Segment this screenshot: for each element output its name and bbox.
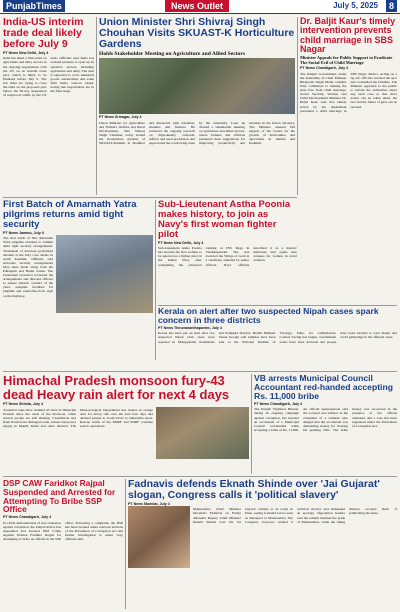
masthead bbox=[0, 0, 400, 14]
issue-date: July 5, 2025 bbox=[333, 1, 378, 10]
story-headline: Dr. Baljit Kaur's timely intervention prevents child marriage in SBS Nagar bbox=[300, 17, 396, 55]
story-byline: PT News New Delhi, July 4 bbox=[158, 240, 204, 245]
story-headline: DSP CAW Faridkot Rajpal Suspended and Arrested for Attempting To Bribe SSP Office bbox=[3, 479, 116, 515]
story-photo bbox=[156, 407, 249, 459]
story-fadnavis bbox=[128, 479, 397, 609]
story-body: The Punjab Government, under the leadership of Chief Minister Bhagwant Singh Mann, remains fully committed to making the state free from child marriage. Social Security, Women and Child Development Minister Dr. Baljit Kaur said that timely action by the department prevented a child marriage in SBS Nagar district. Acting on a tip-off, officials reached the spot and counselled the families. The Minister appealed to the public to inform the authorities about any such case so that strict action can be taken under the law and the future of girls can be secured. bbox=[300, 71, 397, 113]
story-byline: PT News Shimla, July 4 bbox=[3, 402, 43, 407]
story-byline: PT News Chandigarh, July 4 bbox=[300, 66, 349, 71]
story-byline: PT News Jammu, July 4 bbox=[3, 230, 44, 235]
story-dr-baljit bbox=[300, 17, 397, 229]
page-number: 8 bbox=[386, 0, 397, 12]
story-dsp bbox=[3, 479, 123, 609]
story-headline: Himachal Pradesh monsoon fury-43 dead Heavy rain alert for next 4 days bbox=[3, 374, 230, 402]
story-subhead: Minister Appeals for Public Support to Eradicate The Social Evil of Child Marriage bbox=[300, 54, 393, 65]
story-lt-astha bbox=[158, 200, 297, 303]
story-headline: Sub-Lieutenant Astha Poonia makes history, to join as Navy's first woman fighter pilot bbox=[158, 200, 291, 240]
story-byline: PT News Mumbai, July 4 bbox=[128, 502, 170, 507]
story-body: Sub-Lieutenant Astha Poonia has become the first woman to be selected as a fighter pilot in the Indian Navy after completing the advanced training at INS Dega in Visakhapatnam. She was awarded the Wings of Gold at a ceremony attended by senior officers. Navy officials described it as a historic milestone that opens new avenues for women in naval aviation. bbox=[158, 246, 297, 267]
story-headline: First Batch of Amarnath Yatra pilgrims returns amid tight security bbox=[3, 200, 137, 230]
section-title: News Outlet bbox=[165, 0, 229, 12]
story-headline: India-US interim trade deal likely before July 9 bbox=[3, 17, 84, 51]
story-headline: Union Minister Shri Shivraj Singh Chouhan Visits SKUAST-K Horticulture Gardens bbox=[99, 17, 295, 51]
story-body: In a firm demonstration of zero-tolerance against corruption, the Punjab Police has suspended and arrested DSP Crime Against Women Faridkot Rajpal for attempting to bribe an official in the SSP office. Following a complaint, the DSP has been booked under relevant sections of the Prevention of Corruption Act and further investigation is under way, officials said. bbox=[3, 520, 123, 541]
story-kerala bbox=[158, 307, 397, 369]
story-body: The Punjab Vigilance Bureau, during its ongoing campaign against corruption, has arrested an accountant of a Municipal Council red-handed while accepting a bribe of Rs. 11,000. An official spokesperson said the accused was nabbed on the complaint of a resident who alleged that the accountant was demanding money for clearing his pending bills. The bribe money was recovered in the presence of two official witnesses and a case has been registered under the Prevention of Corruption Act. bbox=[254, 407, 397, 432]
story-headline: VB arrests Municipal Council Accountant red-handed accepting Rs. 11,000 bribe bbox=[254, 374, 393, 402]
story-photo bbox=[56, 235, 153, 313]
story-vb-arrests bbox=[254, 374, 397, 474]
story-body: Torrential rains have claimed 43 lives in Himachal Pradesh since the onset of the monsoon, while several people are still missing. Cloudbursts and flash floods have damaged roads, houses and power supply in Mandi, Kullu and other districts. The Meteorological Department has issued an orange alert for heavy rain over the next four days and advised people to avoid travel to vulnerable areas. Rescue teams of the NDRF and SDRF continue search operations. bbox=[3, 407, 153, 428]
story-byline: PT News Chandigarh, July 4 bbox=[3, 515, 52, 520]
story-body: Union Minister for Agriculture and Farmers Welfare and Rural Development, Shri Shivraj Singh Chouhan, today visited the horticulture gardens of SKUAST-Kashmir at Shalimar and interacted with scientists, students and farmers. He reviewed the ongoing research on high-density orchards, saffron and seed production and appreciated the work being done by the university. Later he chaired a stakeholder meeting on agriculture and allied sectors, where farmers and officials presented their suggestions for improving productivity and incomes in the Union Territory. The Minister assured full support of the Centre for the growth of horticulture and agriculture in Jammu and Kashmir. bbox=[99, 120, 295, 145]
story-headline: Fadnavis defends Eknath Shinde over 'Jai Gujarat' slogan, Congress calls it 'political slavery' bbox=[128, 479, 380, 502]
story-amarnath bbox=[3, 200, 153, 360]
masthead-logo: PunjabTimes bbox=[3, 0, 65, 12]
story-body: Maharashtra Chief Minister Devendra Fadnavis on Friday defended Deputy Chief Minister Eknath Shinde over his 'Jai Gujarat' remark at an event in Pune, saying it should not be seen as disrespect to Maharashtra. The Congress, however, termed it 'political slavery' and demanded an apology. Opposition leaders said the remark insulted the pride of Maharashtra, while the ruling alliance accused them of politicising the issue. bbox=[193, 507, 397, 524]
story-body: India has taken a firm stand on agriculture and dairy sectors in the ongoing negotiations with the US on an interim trade pact, which is likely to be finalised before July 9. The two sides are trying to close the talks on the proposed pact before the 90-day suspension of reciprocal tariffs by the US ends. Officials said India has resisted pressure to open up its sensitive sectors, including agriculture and dairy. The deal is expected to cover industrial goods, automobiles and some farm items, sources added, noting that negotiations are in the final stage. bbox=[3, 56, 94, 98]
story-himachal bbox=[3, 374, 249, 474]
story-byline: PT News Srinagar, July 4 bbox=[99, 115, 142, 120]
story-subhead: Holds Stakeholder Meeting on Agriculture and Allied Sectors bbox=[99, 51, 246, 58]
story-photo bbox=[128, 506, 190, 568]
story-byline: PT News Thiruvananthapuram, July 4 bbox=[158, 326, 222, 331]
story-photo bbox=[99, 58, 295, 114]
story-headline: Kerala on alert after two suspected Nipah cases spark concern in three districts bbox=[158, 307, 379, 326]
story-india-us bbox=[3, 17, 94, 195]
story-body: Kerala has been put on alert after two suspected Nipah virus cases were reported in Malappuram, Kozhikode and Palakkad districts. Health Minister Veena George said samples have been sent to the National Institute of Virology, Pune, for confirmation. Contact tracing has begun, containment zones have been declared and people have been advised to wear masks and avoid gatherings in the affected areas. bbox=[158, 331, 397, 344]
story-byline: PT News New Delhi, July 4 bbox=[3, 51, 49, 56]
story-union-minister bbox=[99, 17, 295, 195]
story-body: The first batch of Shri Amarnath Yatra pilgrims returned to Jammu amid tight security arrangements. Thousands of devotees performed darshan at the holy cave shrine in south Kashmir. Officials said elaborate security arrangements have been made along both the Pahalgam and Baltal routes. The Lieutenant Governor reviewed the arrangements and directed officers to ensure smooth conduct of the yatra, adequate facilities for pilgrims and round-the-clock vigil on the highway. bbox=[3, 236, 53, 298]
story-byline: PT News Chandigarh, July 4 bbox=[254, 402, 303, 407]
